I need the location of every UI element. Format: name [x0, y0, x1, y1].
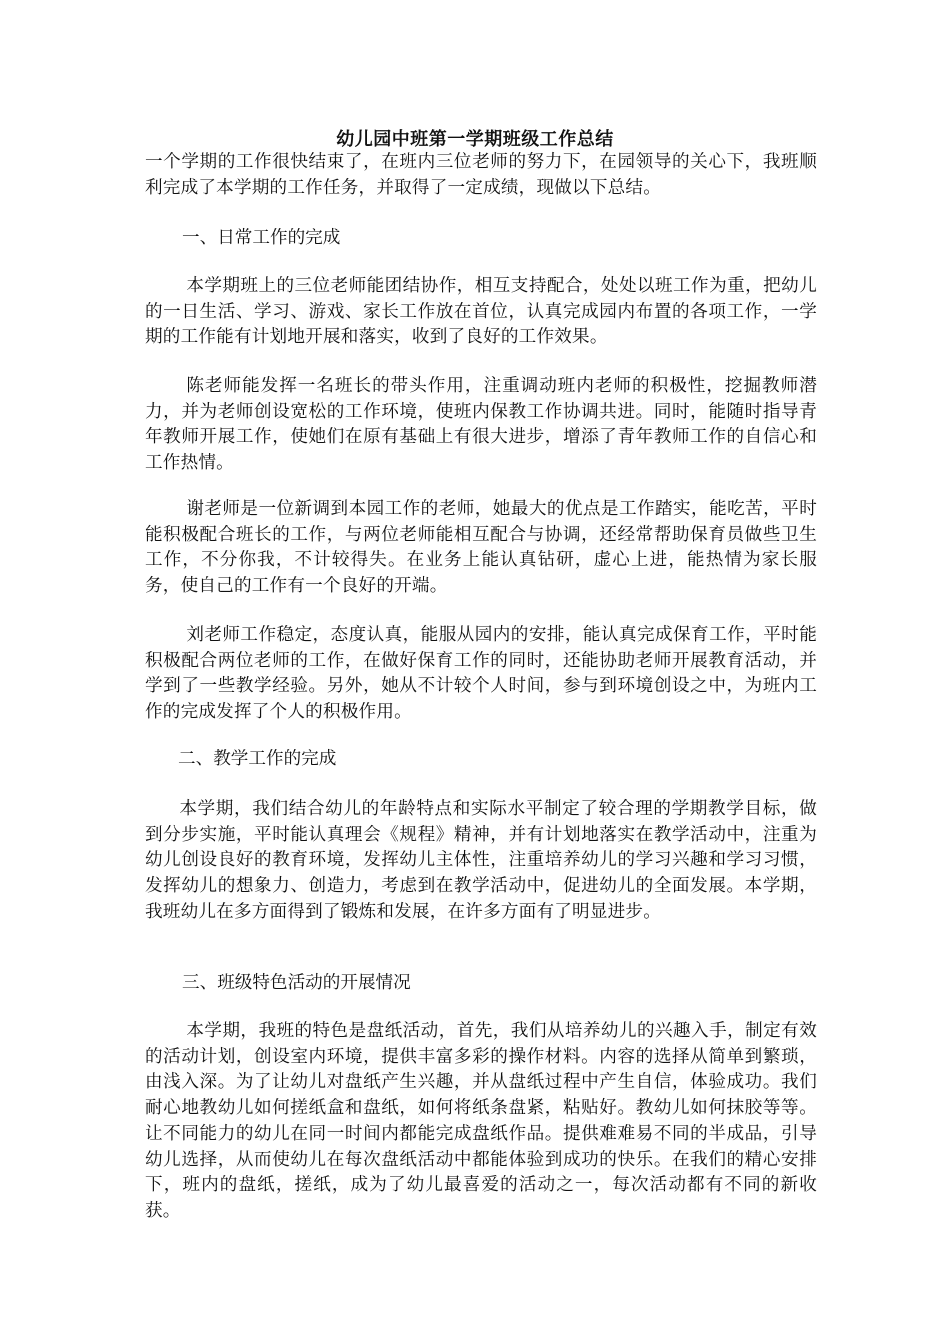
intro-paragraph: 一个学期的工作很快结束了，在班内三位老师的努力下，在园领导的关心下，我班顺利完成了本学期的工作任务，并取得了一定成绩，现做以下总结。 — [145, 152, 817, 198]
section-1-paragraph-3: 谢老师是一位新调到本园工作的老师，她最大的优点是工作踏实，能吃苦，平时能积极配合班长的工作，与两位老师能相互配合与协调，还经常帮助保育员做些卫生工作，不分你我，不计较得失。在业务上能认真钻研，虚心上进，能热情为家长服务，使自己的工作有一个良好的开端。 — [145, 499, 817, 597]
section-1-paragraph-4: 刘老师工作稳定，态度认真，能服从园内的安排，能认真完成保育工作，平时能积极配合两位老师的工作，在做好保育工作的同时，还能协助老师开展教育活动，并学到了一些教学经验。另外，她从不计较个人时间，参与到环境创设之中，为班内工作的完成发挥了个人的积极作用。 — [145, 625, 817, 723]
section-3-paragraph-1: 本学期，我班的特色是盘纸活动，首先，我们从培养幼儿的兴趣入手，制定有效的活动计划，创设室内环境，提供丰富多彩的操作材料。内容的选择从简单到繁琐，由浅入深。为了让幼儿对盘纸产生兴趣，并从盘纸过程中产生自信，体验成功。我们耐心地教幼儿如何搓纸盒和盘纸，如何将纸条盘紧，粘贴好。教幼儿如何抹胶等等。让不同能力的幼儿在同一时间内都能完成盘纸作品。提供难难易不同的半成品，引导幼儿选择，从而使幼儿在每次盘纸活动中都能体验到成功的快乐。在我们的精心安排下，班内的盘纸，搓纸，成为了幼儿最喜爱的活动之一，每次活动都有不同的新收获。 — [145, 1021, 817, 1221]
section-1-heading: 一、日常工作的完成 — [182, 228, 341, 248]
section-1-paragraph-1: 本学期班上的三位老师能团结协作，相互支持配合，处处以班工作为重，把幼儿的一日生活、学习、游戏、家长工作放在首位，认真完成园内布置的各项工作，一学期的工作能有计划地开展和落实，收到了良好的工作效果。 — [145, 276, 817, 348]
section-2-paragraph-1: 本学期，我们结合幼儿的年龄特点和实际水平制定了较合理的学期教学目标，做到分步实施，平时能认真理会《规程》精神，并有计划地落实在教学活动中，注重为幼儿创设良好的教育环境，发挥幼儿主体性，注重培养幼儿的学习兴趣和学习习惯，发挥幼儿的想象力、创造力，考虑到在教学活动中，促进幼儿的全面发展。本学期，我班幼儿在多方面得到了锻炼和发展，在许多方面有了明显进步。 — [145, 799, 817, 922]
section-1-paragraph-2: 陈老师能发挥一名班长的带头作用，注重调动班内老师的积极性，挖掘教师潜力，并为老师创设宽松的工作环境，使班内保教工作协调共进。同时，能随时指导青年教师开展工作，使她们在原有基础上有很大进步，增添了青年教师工作的自信心和工作热情。 — [145, 376, 817, 474]
document-title: 幼儿园中班第一学期班级工作总结 — [336, 129, 614, 150]
section-3-heading: 三、班级特色活动的开展情况 — [182, 973, 411, 993]
section-2-heading: 二、教学工作的完成 — [178, 749, 337, 769]
